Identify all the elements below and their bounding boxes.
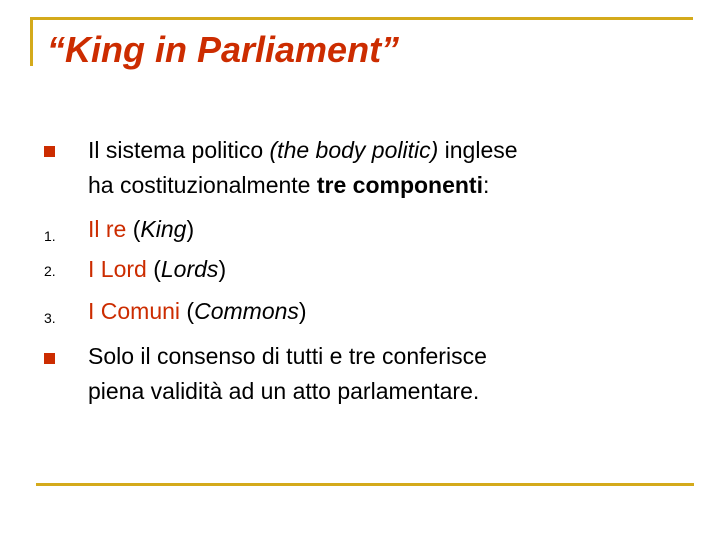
bullet-conclusion-line-2: piena validità ad un atto parlamentare.: [88, 378, 480, 404]
item-label: I Lord: [88, 256, 147, 282]
intro-text-b: inglese: [438, 137, 518, 163]
item-italic: Commons: [194, 298, 299, 324]
item-number: 3.: [44, 310, 56, 326]
bullet-conclusion-line-1: Solo il consenso di tutti e tre conferisce: [88, 343, 487, 369]
item-paren-open: (: [180, 298, 195, 324]
intro-text-a: Il sistema politico: [88, 137, 270, 163]
item-label: I Comuni: [88, 298, 181, 324]
square-bullet-icon: [44, 146, 55, 157]
intro-text-italic: (the body politic): [269, 137, 439, 163]
item-italic: Lords: [160, 256, 219, 282]
item-paren-open: (: [146, 256, 161, 282]
item-number: 1.: [44, 228, 56, 244]
item-paren-close: ): [218, 256, 227, 282]
item-number: 2.: [44, 263, 56, 279]
bullet-intro-line-2: [88, 171, 489, 200]
item-paren-open: (: [126, 216, 141, 242]
numbered-item-line: [88, 297, 307, 326]
intro-text-d: :: [482, 172, 490, 198]
intro-text-bold: tre componenti: [316, 172, 483, 198]
numbered-item-line: [88, 255, 226, 284]
bullet-intro-line-1: [88, 136, 518, 165]
item-paren-close: ): [298, 298, 307, 324]
intro-text-c: ha costituzionalmente: [88, 172, 317, 198]
item-label: Il re: [88, 216, 127, 242]
slide-title: “King in Parliament”: [47, 29, 400, 70]
item-italic: King: [140, 216, 187, 242]
item-paren-close: ): [186, 216, 195, 242]
square-bullet-icon: [44, 353, 55, 364]
numbered-item-line: [88, 215, 194, 244]
